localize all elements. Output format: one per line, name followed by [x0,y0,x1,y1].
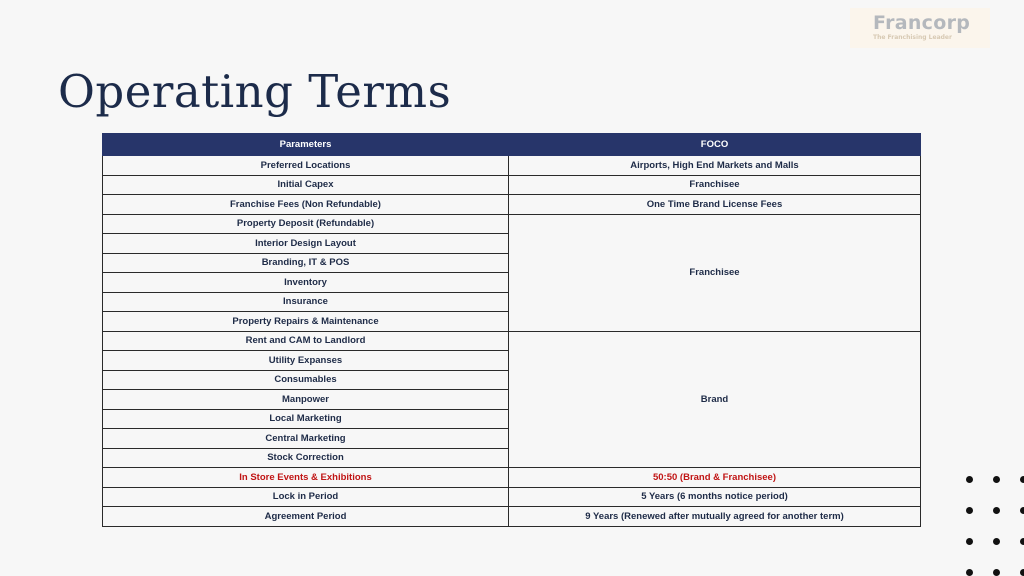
dot [1020,507,1024,514]
column-header-foco: FOCO [509,134,921,156]
dot [993,476,1000,483]
dot [1020,476,1024,483]
table-row [103,487,921,507]
parameter-cell: Manpower [103,390,509,410]
foco-cell: Franchisee [509,214,921,331]
table-row [103,468,921,488]
parameter-cell: Inventory [103,273,509,293]
foco-cell: Airports, High End Markets and Malls [509,156,921,176]
table-row [103,156,921,176]
dot [1020,569,1024,576]
foco-cell: 5 Years (6 months notice period) [509,487,921,507]
table-row [103,195,921,215]
table-header-row [103,134,921,156]
parameter-cell: Agreement Period [103,507,509,527]
foco-cell: Franchisee [509,175,921,195]
table-row [103,507,921,527]
parameter-cell: Property Deposit (Refundable) [103,214,509,234]
francorp-logo [850,8,990,48]
page-title: Operating Terms [58,65,452,118]
dot [966,538,973,545]
foco-cell: One Time Brand License Fees [509,195,921,215]
parameter-cell: Interior Design Layout [103,234,509,254]
column-header-parameters: Parameters [103,134,509,156]
dot-grid-icon [962,472,1024,576]
foco-cell: 9 Years (Renewed after mutually agreed for another term) [509,507,921,527]
dot [993,569,1000,576]
dot [993,538,1000,545]
parameter-cell: Lock in Period [103,487,509,507]
dot [966,507,973,514]
dot [1020,538,1024,545]
parameter-cell: Rent and CAM to Landlord [103,331,509,351]
parameter-cell: Utility Expanses [103,351,509,371]
parameter-cell: Consumables [103,370,509,390]
parameter-cell: Franchise Fees (Non Refundable) [103,195,509,215]
operating-terms-table [102,133,921,527]
parameter-cell: Property Repairs & Maintenance [103,312,509,332]
logo-name: Francorp [873,12,971,34]
parameter-cell: Insurance [103,292,509,312]
table-row [103,175,921,195]
parameter-cell: Central Marketing [103,429,509,449]
dot [966,569,973,576]
parameter-cell: Branding, IT & POS [103,253,509,273]
foco-cell: Brand [509,331,921,468]
dot [966,476,973,483]
parameter-cell: Initial Capex [103,175,509,195]
parameter-cell: Preferred Locations [103,156,509,176]
table-row [103,214,921,234]
parameter-cell: Stock Correction [103,448,509,468]
foco-cell: 50:50 (Brand & Franchisee) [509,468,921,488]
table-row [103,331,921,351]
dot [993,507,1000,514]
parameter-cell: Local Marketing [103,409,509,429]
parameter-cell: In Store Events & Exhibitions [103,468,509,488]
logo-tagline: The Franchising Leader [873,34,952,41]
table-body [103,156,921,527]
